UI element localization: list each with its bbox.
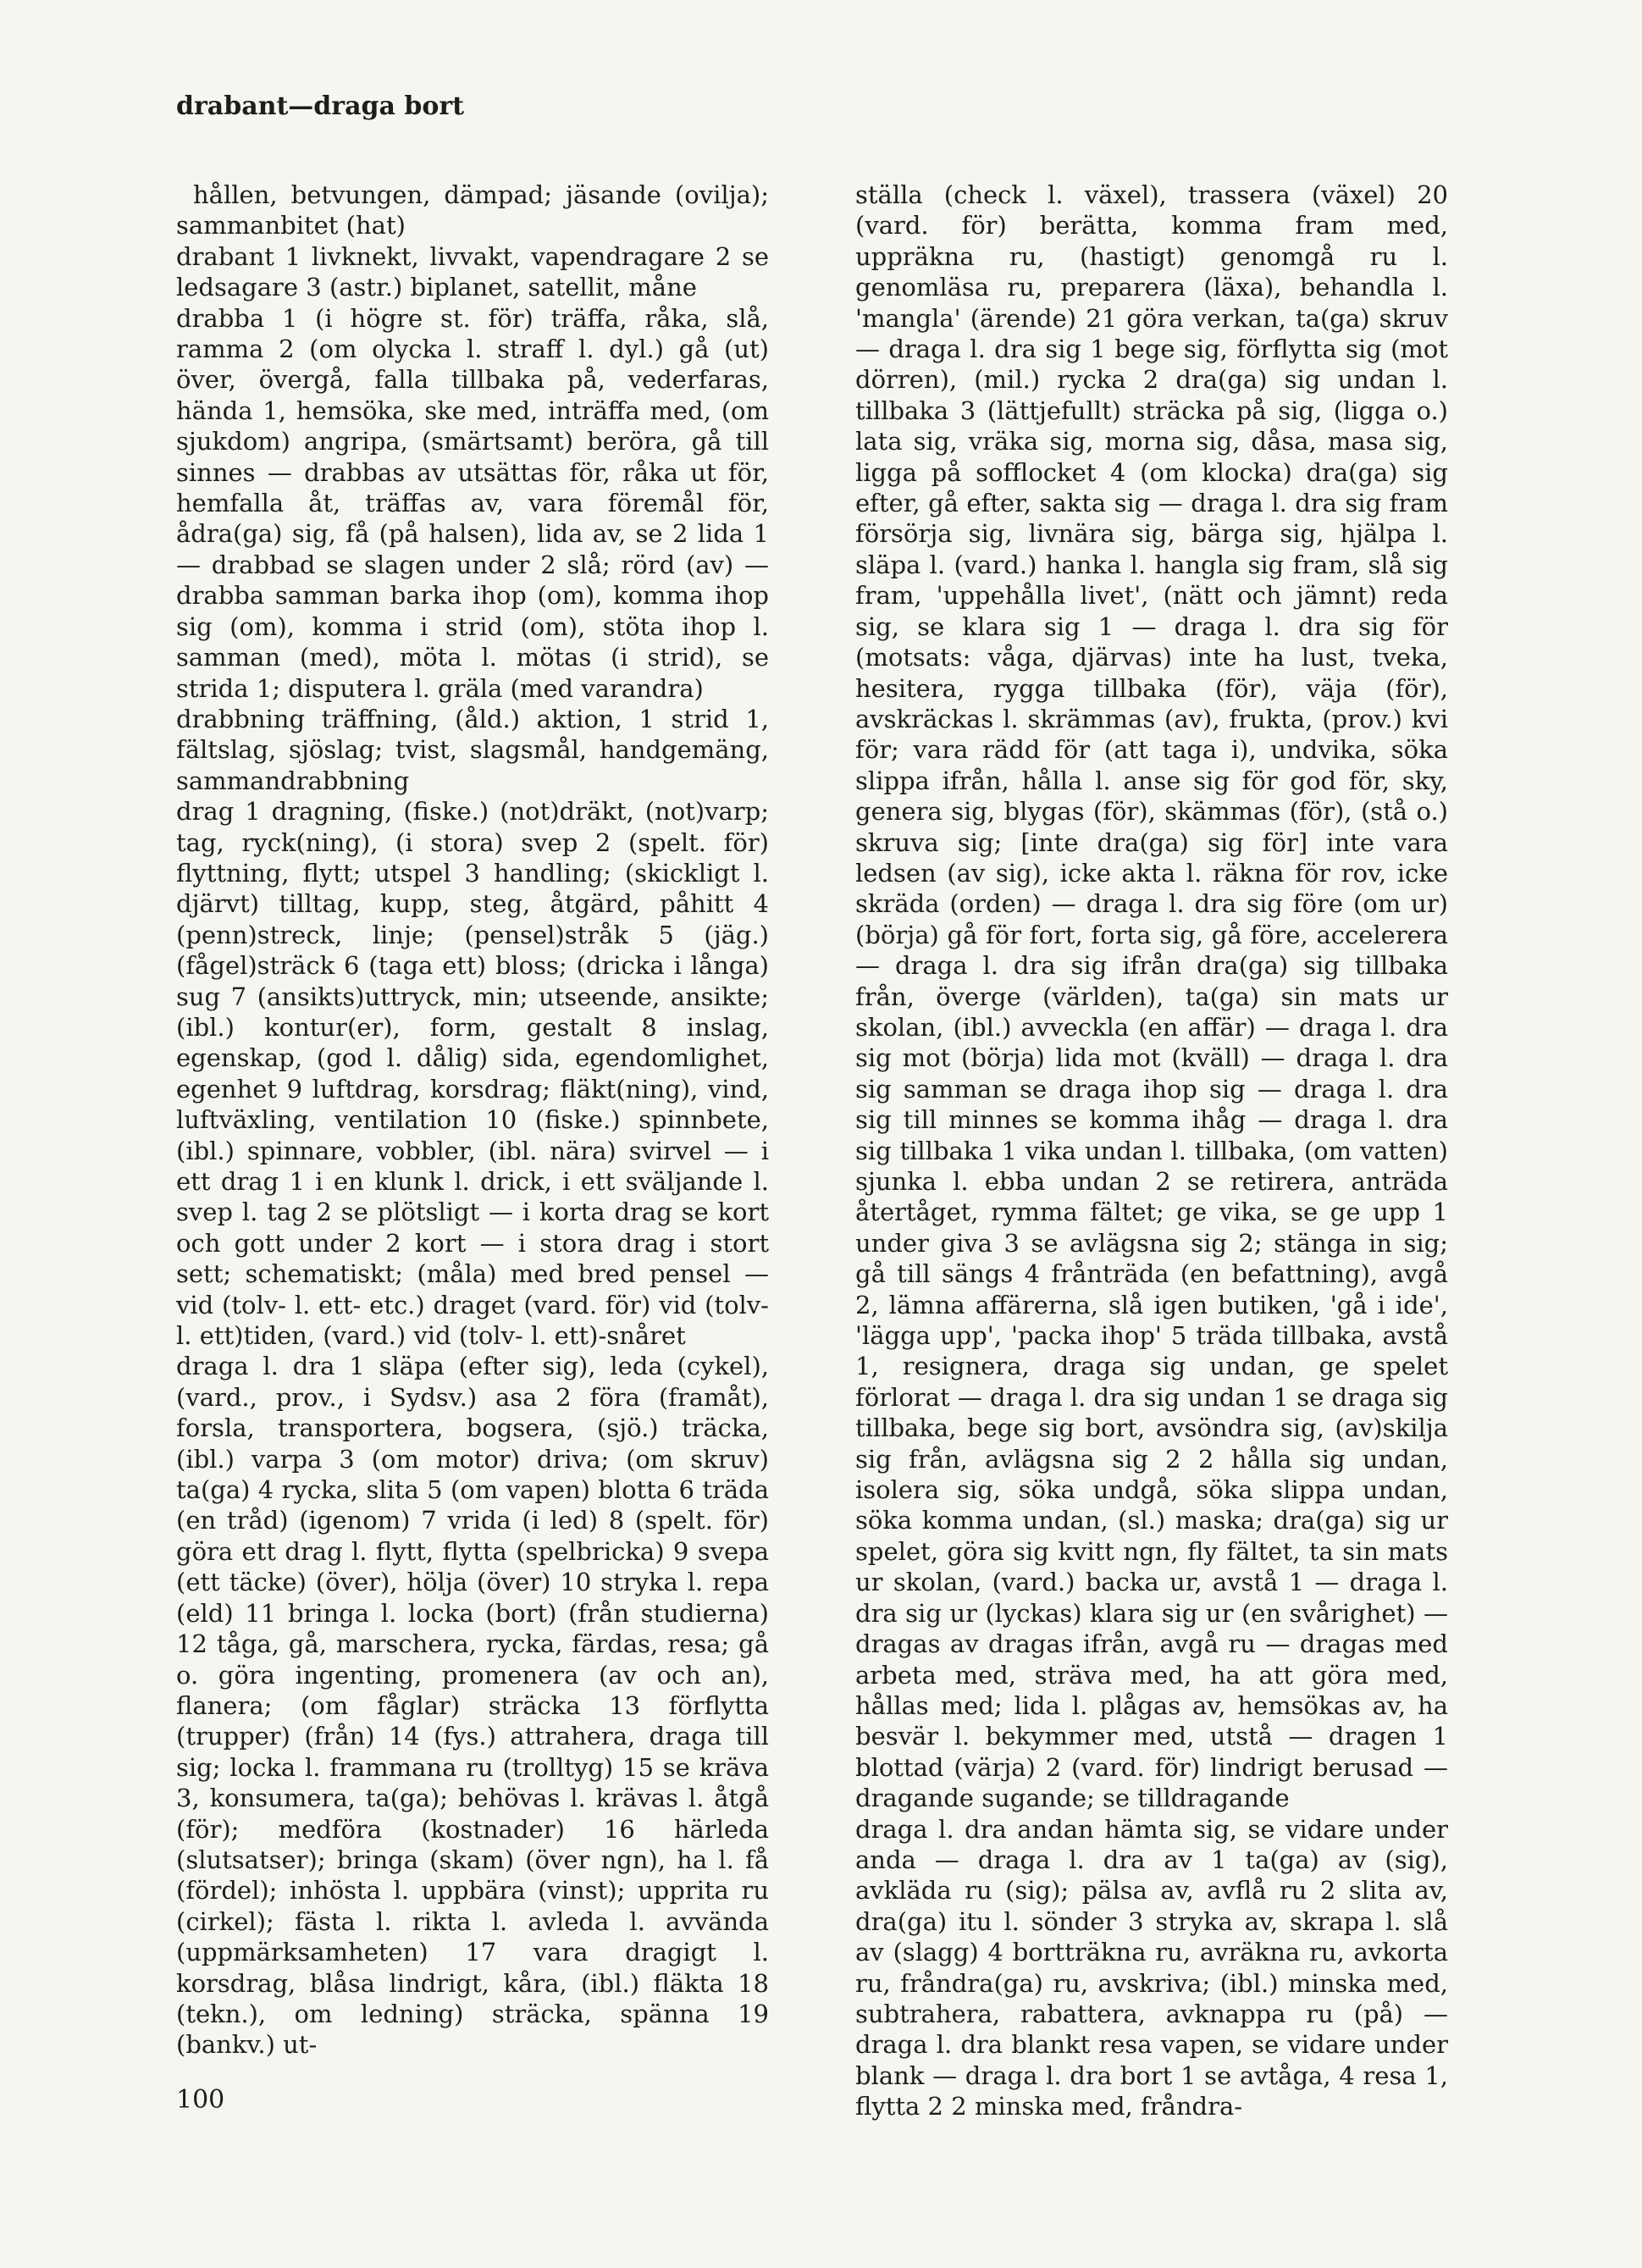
left-column	[176, 180, 769, 2061]
right-column	[855, 180, 1448, 2122]
entry-draga-andan: draga l. dra andan hämta sig, se vidare under anda — draga l. dra av 1 ta(ga) av (sig), avkläda ru (sig); pälsa av, avflå ru 2 slita av, dra(ga) itu l. sönder 3 stryka av, skrapa l. slå av (slagg) 4 bortträkna ru, avräkna ru, avkorta ru, fråndra(ga) ru, avskriva; (ibl.) minska med, subtrahera, rabattera, avknappa ru (på) — draga l. dra blankt resa vapen, se vidare under blank — draga l. dra bort 1 se avtåga, 4 resa 1, flytta 2 2 minska med, fråndra-	[855, 1814, 1448, 2121]
entry-draga-continued: ställa (check l. växel), trassera (växel) 20 (vard. för) berätta, komma fram med, uppräkna ru, (hastigt) genomgå ru l. genomläsa ru, preparera (läxa), behandla l. 'mangla' (ärende) 21 göra verkan, ta(ga) skruv — draga l. dra sig 1 bege sig, förflytta sig (mot dörren), (mil.) rycka 2 dra(ga) sig undan l. tillbaka 3 (lättjefullt) sträcka på sig, (ligga o.) lata sig, vräka sig, morna sig, dåsa, masa sig, ligga på sofflocket 4 (om klocka) dra(ga) sig efter, gå efter, sakta sig — draga l. dra sig fram försörja sig, livnära sig, bärga sig, hjälpa l. släpa l. (vard.) hanka l. hangla sig fram, slå sig fram, 'uppehålla livet', (nätt och jämnt) reda sig, se klara sig 1 — draga l. dra sig för (motsats: våga, djärvas) inte ha lust, tveka, hesitera, rygga tillbaka (för), väja (för), avskräckas l. skrämmas (av), frukta, (prov.) kvi för; vara rädd för (att taga i), undvika, söka slippa ifrån, hålla l. anse sig för god för, sky, genera sig, blygas (för), skämmas (för), (stå o.) skruva sig; [inte dra(ga) sig för] inte vara ledsen (av sig), icke akta l. räkna för rov, icke skräda (orden) — draga l. dra sig före (om ur) (börja) gå för fort, forta sig, gå före, accelerera — draga l. dra sig ifrån dra(ga) sig tillbaka från, överge (världen), ta(ga) sin mats ur skolan, (ibl.) avveckla (en affär) — draga l. dra sig mot (börja) lida mot (kväll) — draga l. dra sig samman se draga ihop sig — draga l. dra sig till minnes se komma ihåg — draga l. dra sig tillbaka 1 vika undan l. tillbaka, (om vatten) sjunka l. ebba undan 2 se retirera, anträda återtåget, rymma fältet; ge vika, se ge upp 1 under giva 3 se avlägsna sig 2; stänga in sig; gå till sängs 4 frånträda (en befattning), avgå 2, lämna affärerna, slå igen butiken, 'gå i ide', 'lägga upp', 'packa ihop' 5 träda tillbaka, avstå 1, resignera, draga sig undan, ge spelet förlorat — draga l. dra sig undan 1 se draga sig tillbaka, bege sig bort, avsöndra sig, (av)skilja sig från, avlägsna sig 2 2 hålla sig undan, isolera sig, söka undgå, söka slippa undan, söka komma undan, (sl.) maska; dra(ga) sig ur spelet, göra sig kvitt ngn, fly fältet, ta sin mats ur skolan, (vard.) backa ur, avstå 1 — draga l. dra sig ur (lyckas) klara sig ur (en svårighet) — dragas av dragas ifrån, avgå ru — dragas med arbeta med, sträva med, ha att göra med, hållas med; lida l. plågas av, hemsökas av, ha besvär l. bekymmer med, utstå — dragen 1 blottad (värja) 2 (vard. för) lindrigt berusad — dragande sugande; se tilldragande	[855, 180, 1448, 1813]
entry-draga: draga l. dra 1 släpa (efter sig), leda (cykel), (vard., prov., i Sydsv.) asa 2 föra (framåt), forsla, transportera, bogsera, (sjö.) träcka, (ibl.) varpa 3 (om motor) driva; (om skruv) ta(ga) 4 rycka, slita 5 (om vapen) blotta 6 träda (en tråd) (igenom) 7 vrida (i led) 8 (spelt. för) göra ett drag l. flytt, flytta (spelbricka) 9 svepa (ett täcke) (över), hölja (över) 10 stryka l. repa (eld) 11 bringa l. locka (bort) (från studierna) 12 tåga, gå, marschera, rycka, färdas, resa; gå o. göra ingenting, promenera (av och an), flanera; (om fåglar) sträcka 13 förflytta (trupper) (från) 14 (fys.) attrahera, draga till sig; locka l. frammana ru (trolltyg) 15 se kräva 3, konsumera, ta(ga); behövas l. krävas l. åtgå (för); medföra (kostnader) 16 härleda (slutsatser); bringa (skam) (över ngn), ha l. få (fördel); inhösta l. uppbära (vinst); upprita ru (cirkel); fästa l. rikta l. avleda l. avvända (uppmärksamheten) 17 vara dragigt l. korsdrag, blåsa lindrigt, kåra, (ibl.) fläkta 18 (tekn.), om ledning) sträcka, spänna 19 (bankv.) ut-	[176, 1352, 769, 2060]
page-number: 100	[176, 2085, 225, 2115]
entry-drag: drag 1 dragning, (fiske.) (not)dräkt, (not)varp; tag, ryck(ning), (i stora) svep 2 (spelt. för) flyttning, flytt; utspel 3 handling; (skickligt l. djärvt) tilltag, kupp, steg, åtgärd, påhitt 4 (penn)streck, linje; (pensel)stråk 5 (jäg.) (fågel)sträck 6 (taga ett) bloss; (dricka i långa) sug 7 (ansikts)uttryck, min; utseende, ansikte; (ibl.) kontur(er), form, gestalt 8 inslag, egenskap, (god l. dålig) sida, egendomlighet, egenhet 9 luftdrag, korsdrag; fläkt(ning), vind, luftväxling, ventilation 10 (fiske.) spinnbete, (ibl.) spinnare, vobbler, (ibl. nära) svirvel — i ett drag 1 i en klunk l. drick, i ett sväljande l. svep l. tag 2 se plötsligt — i korta drag se kort och gott under 2 kort — i stora drag i stort sett; schematiskt; (måla) med bred pensel — vid (tolv- l. ett- etc.) draget (vard. för) vid (tolv- l. ett)tiden, (vard.) vid (tolv- l. ett)-snåret	[176, 797, 769, 1351]
running-head: drabant—draga bort	[176, 91, 465, 121]
entry-drabant: drabant 1 livknekt, livvakt, vapendragare 2 se ledsagare 3 (astr.) biplanet, satellit, måne	[176, 241, 769, 302]
entry-drabba: drabba 1 (i högre st. för) träffa, råka, slå, ramma 2 (om olycka l. straff l. dyl.) gå (ut) över, övergå, falla tillbaka på, vederfaras, hända 1, hemsöka, ske med, inträffa med, (om sjukdom) angripa, (smärtsamt) beröra, gå till sinnes — drabbas av utsättas för, råka ut för, hemfalla åt, träffas av, vara föremål för, ådra(ga) sig, få (på halsen), lida av, se 2 lida 1 — drabbad se slagen under 2 slå; rörd (av) — drabba samman barka ihop (om), komma ihop sig (om), komma i strid (om), stöta ihop l. samman (med), möta l. mötas (i strid), se strida 1; disputera l. gräla (med varandra)	[176, 303, 769, 703]
entry-drabbning: drabbning träffning, (åld.) aktion, 1 strid 1, fältslag, sjöslag; tvist, slagsmål, handgemäng, sammandrabbning	[176, 704, 769, 795]
entry-continuation: hållen, betvungen, dämpad; jäsande (ovilja); sammanbitet (hat)	[176, 180, 769, 241]
